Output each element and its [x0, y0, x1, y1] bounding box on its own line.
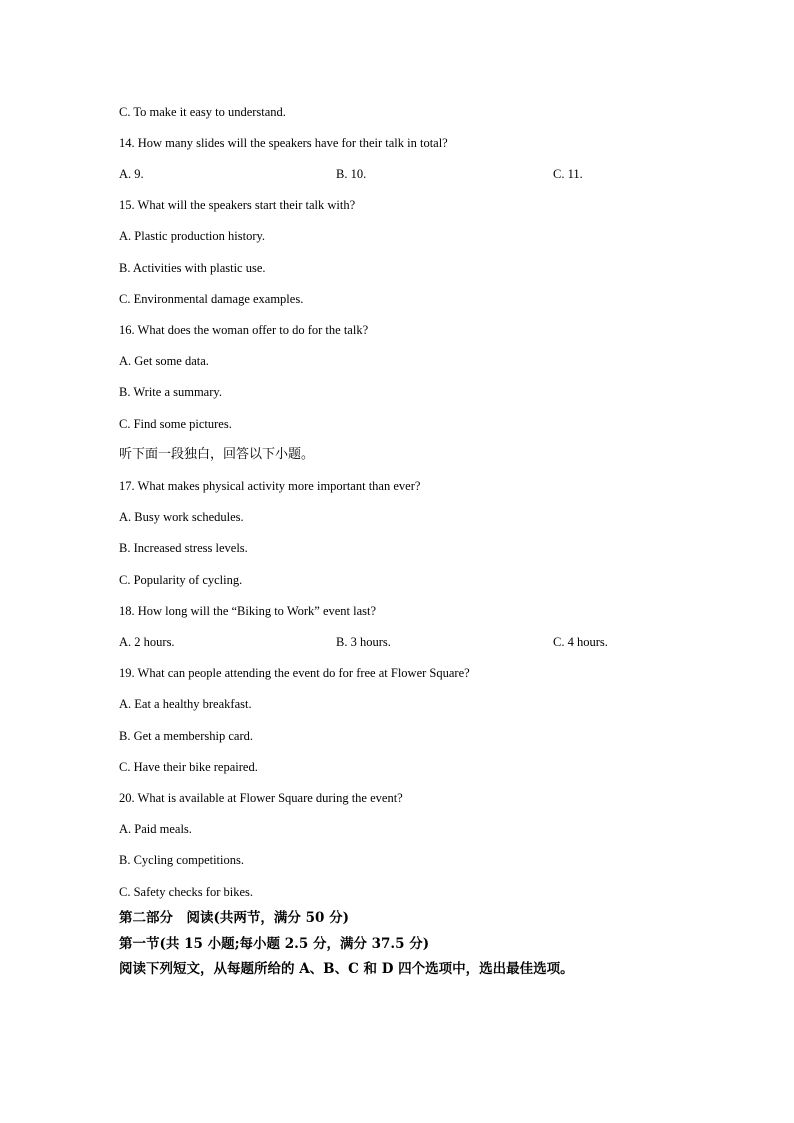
q15-option-a: A. Plastic production history.: [119, 229, 266, 243]
question-18: 18. How long will the “Biking to Work” event last?: [119, 604, 377, 618]
q16-option-b: B. Write a summary.: [119, 385, 222, 399]
q15-option-b: B. Activities with plastic use.: [119, 261, 266, 275]
section-one-heading: 第一节(共 15 小题;每小题 2.5 分，满分 37.5 分): [119, 936, 430, 952]
q17-option-b: B. Increased stress levels.: [119, 541, 248, 555]
listening-instruction: 听下面一段独白，回答以下小题。: [119, 447, 315, 462]
q19-option-c: C. Have their bike repaired.: [119, 760, 258, 774]
question-16: 16. What does the woman offer to do for the talk?: [119, 323, 369, 337]
q18-option-c: C. 4 hours.: [553, 635, 608, 649]
q20-option-b: B. Cycling competitions.: [119, 853, 244, 867]
q17-option-c: C. Popularity of cycling.: [119, 573, 243, 587]
q14-option-b: B. 10.: [336, 167, 367, 181]
q14-option-c: C. 11.: [553, 167, 583, 181]
q20-option-c: C. Safety checks for bikes.: [119, 885, 253, 899]
question-19: 19. What can people attending the event do for free at Flower Square?: [119, 666, 470, 680]
q18-option-a: A. 2 hours.: [119, 635, 175, 649]
reading-instruction: 阅读下列短文，从每题所给的 A、B、C 和 D 四个选项中，选出最佳选项。: [119, 961, 574, 977]
question-20: 20. What is available at Flower Square during the event?: [119, 791, 403, 805]
q13-option-c: C. To make it easy to understand.: [119, 105, 286, 119]
question-14: 14. How many slides will the speakers have for their talk in total?: [119, 136, 448, 150]
q15-option-c: C. Environmental damage examples.: [119, 292, 304, 306]
q17-option-a: A. Busy work schedules.: [119, 510, 244, 524]
q19-option-a: A. Eat a healthy breakfast.: [119, 697, 252, 711]
question-17: 17. What makes physical activity more important than ever?: [119, 479, 421, 493]
question-15: 15. What will the speakers start their talk with?: [119, 198, 356, 212]
part-two-heading: 第二部分 阅读(共两节，满分 50 分): [119, 910, 349, 926]
q18-option-b: B. 3 hours.: [336, 635, 391, 649]
q20-option-a: A. Paid meals.: [119, 822, 192, 836]
q14-option-a: A. 9.: [119, 167, 144, 181]
q19-option-b: B. Get a membership card.: [119, 729, 253, 743]
q16-option-a: A. Get some data.: [119, 354, 209, 368]
q16-option-c: C. Find some pictures.: [119, 417, 232, 431]
